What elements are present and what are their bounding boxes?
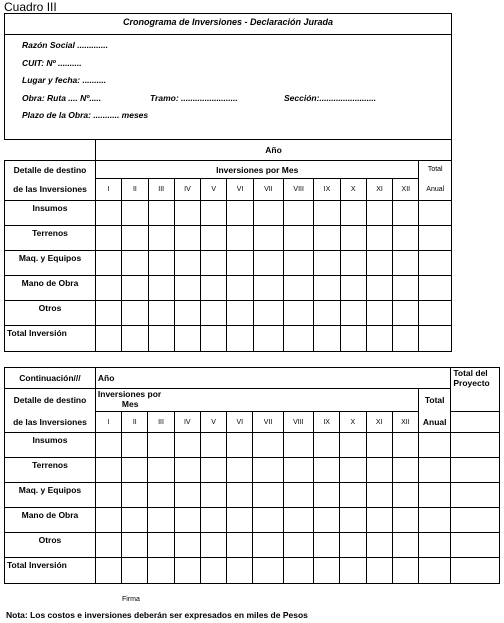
t2-input-cell[interactable] [200,508,226,533]
t2-input-cell[interactable] [366,483,392,508]
t1-input-cell[interactable] [253,201,283,226]
t1-input-cell[interactable] [148,326,174,352]
t1-input-cell[interactable] [201,201,227,226]
t1-month: VIII [284,179,314,201]
t2-input-cell[interactable] [174,433,200,458]
t1-input-cell[interactable] [284,301,314,326]
t2-row-label: Insumos [5,433,96,458]
t1-input-cell[interactable] [227,226,253,251]
t2-input-cell[interactable] [283,483,313,508]
page-label: Cuadro III [4,0,57,14]
t2-month: XII [392,412,418,433]
plazo-field: Plazo de la Obra: ........... meses [22,110,149,120]
t1-row-label: Mano de Obra [5,276,96,301]
t1-input-cell[interactable] [174,201,200,226]
t2-input-cell[interactable] [253,533,283,558]
t2-input-cell[interactable] [148,533,174,558]
t1-input-cell[interactable] [227,301,253,326]
t1-input-cell[interactable] [340,276,366,301]
t2-month: V [200,412,226,433]
t2-input-cell[interactable] [95,533,121,558]
t1-input-cell[interactable] [174,251,200,276]
t2-input-cell[interactable] [283,433,313,458]
t2-input-cell[interactable] [340,433,366,458]
t2-input-cell[interactable] [314,483,340,508]
t1-input-cell[interactable] [148,276,174,301]
t2-input-cell[interactable] [148,483,174,508]
t1-input-cell[interactable] [419,201,452,226]
t1-row-label: Terrenos [5,226,96,251]
t2-input-cell[interactable] [200,558,226,584]
t2-input-cell[interactable] [148,508,174,533]
t1-month: XII [393,179,419,201]
t1-input-cell[interactable] [366,326,392,352]
t1-month: I [96,179,122,201]
t1-input-cell[interactable] [253,251,283,276]
t2-input-cell[interactable] [366,533,392,558]
t2-input-cell[interactable] [283,533,313,558]
t1-input-cell[interactable] [122,326,148,352]
t2-row-label: Total Inversión [5,558,96,584]
t1-input-cell[interactable] [122,251,148,276]
t1-input-cell[interactable] [284,201,314,226]
t2-input-cell[interactable] [148,458,174,483]
t1-input-cell[interactable] [96,226,122,251]
t2-input-cell[interactable] [227,533,253,558]
t1-month: II [122,179,148,201]
t1-input-cell[interactable] [201,326,227,352]
t1-input-cell[interactable] [122,276,148,301]
t1-input-cell[interactable] [201,301,227,326]
t1-detalle-1: Detalle de destino [5,161,96,179]
t1-inv-mes: Inversiones por Mes [96,161,419,179]
t1-input-cell[interactable] [393,201,419,226]
t1-input-cell[interactable] [340,301,366,326]
t1-input-cell[interactable] [148,301,174,326]
lugar-fecha-field: Lugar y fecha: .......... [22,75,107,85]
t2-blank [451,412,500,433]
t2-input-cell[interactable] [419,433,451,458]
t1-row-label: Otros [5,301,96,326]
t2-input-cell[interactable] [174,483,200,508]
t2-input-cell[interactable] [419,558,451,584]
t1-input-cell[interactable] [174,326,200,352]
t2-input-cell[interactable] [227,508,253,533]
t1-input-cell[interactable] [201,226,227,251]
t2-input-cell[interactable] [227,483,253,508]
tramo-field: Tramo: ........................ [150,93,238,103]
t1-input-cell[interactable] [253,301,283,326]
t1-input-cell[interactable] [419,226,452,251]
t1-month: IX [314,179,340,201]
t1-input-cell[interactable] [284,326,314,352]
t1-input-cell[interactable] [314,301,340,326]
t1-input-cell[interactable] [340,226,366,251]
t1-input-cell[interactable] [284,226,314,251]
t2-input-cell[interactable] [95,483,121,508]
t2-input-cell[interactable] [451,458,500,483]
t2-input-cell[interactable] [419,533,451,558]
t2-input-cell[interactable] [174,508,200,533]
t2-continuacion: Continuación/// [5,368,96,389]
nota-text: Nota: Los costos e inversiones deberán ser expresados en miles de Pesos [6,610,308,620]
t1-row-label: Maq. y Equipos [5,251,96,276]
t1-input-cell[interactable] [366,251,392,276]
t2-input-cell[interactable] [314,458,340,483]
t1-month: IV [174,179,200,201]
t1-input-cell[interactable] [393,326,419,352]
t1-total-2: Anual [419,179,452,201]
t2-inv-mes [95,389,418,412]
t2-input-cell[interactable] [253,558,283,584]
t1-input-cell[interactable] [227,326,253,352]
investment-table-2 [4,367,500,584]
t2-input-cell[interactable] [95,458,121,483]
t1-input-cell[interactable] [174,226,200,251]
t2-input-cell[interactable] [451,533,500,558]
t2-input-cell[interactable] [392,433,418,458]
t2-input-cell[interactable] [95,433,121,458]
t1-row-label: Total Inversión [5,326,96,352]
t2-input-cell[interactable] [227,458,253,483]
t2-row-label: Maq. y Equipos [5,483,96,508]
t1-month: III [148,179,174,201]
t2-input-cell[interactable] [366,433,392,458]
t2-input-cell[interactable] [419,483,451,508]
t1-input-cell[interactable] [314,326,340,352]
t2-input-cell[interactable] [392,458,418,483]
t2-year-cell: Año [95,368,450,389]
t1-input-cell[interactable] [340,326,366,352]
t2-row-label: Otros [5,533,96,558]
t1-input-cell[interactable] [340,201,366,226]
t1-input-cell[interactable] [284,276,314,301]
t2-input-cell[interactable] [314,533,340,558]
t2-row-label: Mano de Obra [5,508,96,533]
t2-input-cell[interactable] [174,458,200,483]
t1-input-cell[interactable] [340,251,366,276]
t1-input-cell[interactable] [96,326,122,352]
t1-input-cell[interactable] [201,251,227,276]
t1-input-cell[interactable] [122,301,148,326]
t2-input-cell[interactable] [200,433,226,458]
t1-input-cell[interactable] [227,201,253,226]
t1-input-cell[interactable] [314,201,340,226]
t2-input-cell[interactable] [283,508,313,533]
t1-input-cell[interactable] [393,251,419,276]
t2-input-cell[interactable] [340,483,366,508]
t2-input-cell[interactable] [253,483,283,508]
t2-row-label: Terrenos [5,458,96,483]
t1-row-label: Insumos [5,201,96,226]
t2-month: IV [174,412,200,433]
t2-input-cell[interactable] [451,558,500,584]
t1-input-cell[interactable] [366,226,392,251]
t2-input-cell[interactable] [227,558,253,584]
t2-input-cell[interactable] [200,483,226,508]
t2-input-cell[interactable] [122,483,148,508]
t2-month: IX [314,412,340,433]
t1-input-cell[interactable] [96,301,122,326]
t2-total-proyecto: Total del Proyecto [451,368,500,412]
t1-input-cell[interactable] [393,301,419,326]
t2-input-cell[interactable] [314,558,340,584]
t2-input-cell[interactable] [451,508,500,533]
t2-input-cell[interactable] [253,433,283,458]
t2-input-cell[interactable] [122,558,148,584]
t2-input-cell[interactable] [95,558,121,584]
t1-input-cell[interactable] [96,276,122,301]
t1-input-cell[interactable] [227,251,253,276]
t1-year-cell: Año [96,140,452,161]
t2-input-cell[interactable] [283,558,313,584]
t2-month: VI [227,412,253,433]
t2-input-cell[interactable] [122,508,148,533]
t2-input-cell[interactable] [122,433,148,458]
t2-input-cell[interactable] [340,558,366,584]
t1-input-cell[interactable] [96,251,122,276]
t1-input-cell[interactable] [284,251,314,276]
t1-input-cell[interactable] [253,326,283,352]
t1-input-cell[interactable] [96,201,122,226]
t1-input-cell[interactable] [148,201,174,226]
t1-input-cell[interactable] [419,276,452,301]
t2-input-cell[interactable] [451,483,500,508]
razon-social-field: Razón Social ............. [22,40,108,50]
t2-input-cell[interactable] [200,533,226,558]
firma-label: Firma [122,596,140,603]
t1-month: VI [227,179,253,201]
t2-input-cell[interactable] [122,458,148,483]
t1-month: VII [253,179,283,201]
t2-input-cell[interactable] [392,533,418,558]
t1-input-cell[interactable] [419,326,452,352]
t1-total-1: Total [419,161,452,179]
t1-input-cell[interactable] [393,276,419,301]
t1-month: V [201,179,227,201]
t1-month: X [340,179,366,201]
t2-input-cell[interactable] [174,558,200,584]
t2-input-cell[interactable] [451,433,500,458]
obra-ruta-field: Obra: Ruta .... Nº..... [22,93,102,103]
t1-detalle-2: de las Inversiones [5,179,96,201]
t2-inv-mes-2: Mes [121,399,139,409]
t1-input-cell[interactable] [174,301,200,326]
t2-input-cell[interactable] [122,533,148,558]
t2-month: X [340,412,366,433]
t1-input-cell[interactable] [314,251,340,276]
t2-month: XI [366,412,392,433]
form-title: Cronograma de Inversiones - Declaración Jurada [122,17,334,27]
t1-blank-corner [5,140,96,161]
t1-input-cell[interactable] [148,251,174,276]
t1-input-cell[interactable] [366,201,392,226]
t2-input-cell[interactable] [148,558,174,584]
t1-month: XI [366,179,392,201]
t2-month: III [148,412,174,433]
t2-input-cell[interactable] [392,508,418,533]
investment-table-1 [4,139,452,352]
t1-input-cell[interactable] [419,301,452,326]
t2-input-cell[interactable] [366,558,392,584]
t2-detalle-1: Detalle de destino [5,389,96,412]
t2-inv-mes-1: Inversiones por [97,389,162,399]
t1-input-cell[interactable] [366,276,392,301]
t2-input-cell[interactable] [314,433,340,458]
t1-input-cell[interactable] [366,301,392,326]
t2-total-2: Anual [419,412,451,433]
t1-input-cell[interactable] [419,251,452,276]
t2-input-cell[interactable] [314,508,340,533]
t2-input-cell[interactable] [174,533,200,558]
t2-month: II [122,412,148,433]
t1-input-cell[interactable] [314,276,340,301]
t1-input-cell[interactable] [253,276,283,301]
t2-input-cell[interactable] [366,508,392,533]
t2-input-cell[interactable] [340,458,366,483]
t2-month: VII [253,412,283,433]
t1-input-cell[interactable] [174,276,200,301]
t2-input-cell[interactable] [95,508,121,533]
t2-month: VIII [283,412,313,433]
t2-input-cell[interactable] [253,508,283,533]
t2-input-cell[interactable] [366,458,392,483]
t2-input-cell[interactable] [419,508,451,533]
t1-input-cell[interactable] [393,226,419,251]
t2-input-cell[interactable] [283,458,313,483]
t2-input-cell[interactable] [200,458,226,483]
t2-month: I [95,412,121,433]
t1-input-cell[interactable] [122,226,148,251]
t2-total-1: Total [419,389,451,412]
t1-input-cell[interactable] [122,201,148,226]
t2-input-cell[interactable] [340,508,366,533]
t2-input-cell[interactable] [392,483,418,508]
t2-input-cell[interactable] [392,558,418,584]
seccion-field: Sección:........................ [284,93,377,103]
t2-input-cell[interactable] [340,533,366,558]
t1-input-cell[interactable] [253,226,283,251]
t1-input-cell[interactable] [148,226,174,251]
t2-input-cell[interactable] [148,433,174,458]
t1-input-cell[interactable] [227,276,253,301]
t2-input-cell[interactable] [227,433,253,458]
t1-input-cell[interactable] [314,226,340,251]
t2-input-cell[interactable] [419,458,451,483]
cuit-field: CUIT: Nº .......... [22,58,82,68]
t2-detalle-2: de las Inversiones [5,412,96,433]
t1-input-cell[interactable] [201,276,227,301]
t2-input-cell[interactable] [253,458,283,483]
